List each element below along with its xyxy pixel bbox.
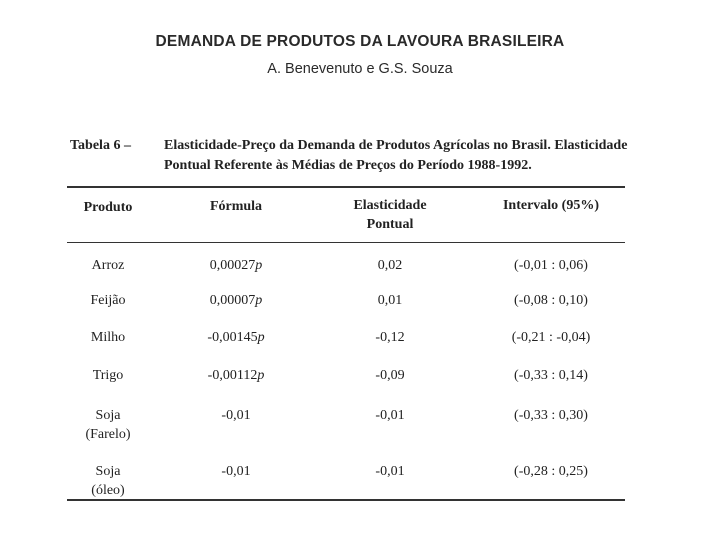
- cell-formula: [168, 328, 304, 347]
- running-title: DEMANDA DE PRODUTOS DA LAVOURA BRASILEIRA: [155, 33, 565, 50]
- cell-intervalo: (-0,08 : 0,10): [514, 293, 588, 308]
- cell-formula-coef: -0,01: [221, 408, 251, 423]
- cell-formula: [168, 256, 304, 275]
- cell-produto: [67, 328, 149, 347]
- cell-formula-var: p: [255, 293, 263, 308]
- cell-intervalo: (-0,33 : 0,30): [514, 408, 588, 423]
- cell-produto: [67, 366, 149, 385]
- cell-formula: [168, 291, 304, 310]
- cell-produto: [67, 291, 149, 310]
- authors: A. Benevenuto e G.S. Souza: [267, 61, 453, 77]
- cell-formula-var: p: [257, 330, 265, 345]
- cell-produto-name: Arroz: [91, 258, 125, 273]
- cell-produto-name: Soja: [95, 408, 121, 423]
- cell-formula: [168, 462, 304, 481]
- cell-produto-qualifier: (Farelo): [85, 427, 131, 442]
- table-caption: [70, 136, 630, 176]
- cell-produto-name: Trigo: [92, 368, 124, 383]
- header-elasticidade: [322, 196, 458, 234]
- cell-produto-qualifier: (óleo): [91, 483, 125, 498]
- cell-formula-coef: -0,01: [221, 464, 251, 479]
- table-label: Tabela 6 –: [70, 138, 131, 153]
- cell-intervalo: (-0,33 : 0,14): [514, 368, 588, 383]
- cell-elasticidade: -0,12: [375, 330, 405, 345]
- table-top-rule: [67, 186, 625, 188]
- header-intervalo: Intervalo (95%): [502, 198, 600, 213]
- cell-elasticidade: 0,02: [377, 258, 403, 273]
- cell-formula: [168, 406, 304, 425]
- cell-formula-var: p: [257, 368, 265, 383]
- cell-intervalo: (-0,01 : 0,06): [514, 258, 588, 273]
- cell-elasticidade: 0,01: [377, 293, 403, 308]
- cell-elasticidade: -0,09: [375, 368, 405, 383]
- table-caption-text: Elasticidade-Preço da Demanda de Produtos Agrícolas no Brasil. Elasticidade Pontual Referente às Médias de Preços do Período 1988-1992.: [164, 138, 628, 173]
- cell-produto-name: Milho: [90, 330, 126, 345]
- header-elasticidade-line2: Pontual: [366, 217, 414, 232]
- cell-formula: [168, 366, 304, 385]
- cell-formula-coef: -0,00145: [207, 330, 258, 345]
- header-produto: Produto: [83, 200, 133, 215]
- table-header-rule: [67, 242, 625, 243]
- table-bottom-rule: [67, 499, 625, 501]
- cell-produto: [67, 256, 149, 275]
- header-elasticidade-line1: Elasticidade: [353, 198, 427, 213]
- cell-produto-name: Soja: [95, 464, 121, 479]
- cell-elasticidade: -0,01: [375, 408, 405, 423]
- cell-formula-coef: -0,00112: [207, 368, 258, 383]
- cell-produto: [67, 462, 149, 500]
- cell-formula-var: p: [255, 258, 263, 273]
- cell-elasticidade: -0,01: [375, 464, 405, 479]
- cell-produto-name: Feijão: [90, 293, 126, 308]
- cell-produto: [67, 406, 149, 444]
- cell-formula-coef: 0,00007: [209, 293, 256, 308]
- cell-intervalo: (-0,28 : 0,25): [514, 464, 588, 479]
- header-formula: Fórmula: [209, 199, 263, 214]
- cell-intervalo: (-0,21 : -0,04): [511, 330, 591, 345]
- cell-formula-coef: 0,00027: [209, 258, 256, 273]
